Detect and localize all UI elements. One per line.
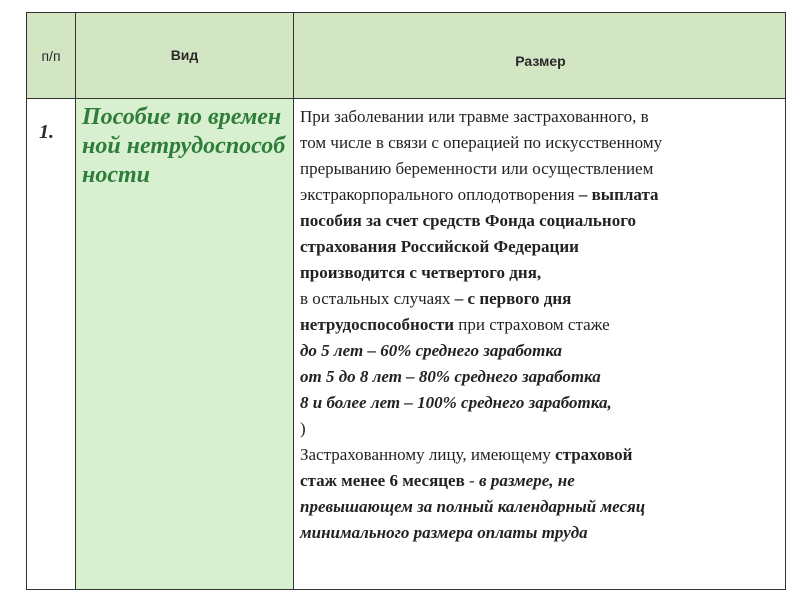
table-row [27, 99, 785, 589]
size-text-segment: экстракорпорального оплодотворения [300, 185, 579, 204]
size-text-segment: стаж менее 6 месяцев [300, 471, 465, 490]
size-text-line [300, 234, 781, 260]
size-text-line [300, 312, 781, 338]
size-text-line [300, 390, 781, 416]
size-text-line [300, 468, 781, 494]
size-text-line [300, 104, 781, 130]
table-header [27, 13, 785, 99]
size-text-segment: страхования Российской Федерации [300, 237, 579, 256]
size-text-segment: прерыванию беременности или осуществлением [300, 159, 654, 178]
size-text-segment: – с первого дня [454, 289, 572, 308]
size-text-segment: при страховом стаже [454, 315, 610, 334]
size-text-segment: пособия за счет средств Фонда социального [300, 211, 636, 230]
size-text-segment: от 5 до 8 лет – 80% среднего заработка [300, 367, 601, 386]
header-col-size: Размер [515, 53, 566, 69]
size-text-segment: том числе в связи с операцией по искусственному [300, 133, 663, 152]
size-text-line [300, 442, 781, 468]
size-text-line [300, 364, 781, 390]
size-text-line [300, 208, 781, 234]
size-text-line [300, 520, 781, 546]
size-text-segment: нетрудоспособности [300, 315, 455, 334]
size-text-segment: ) [300, 419, 306, 438]
size-text-segment: 8 и более лет – 100% среднего заработка, [300, 393, 612, 412]
size-text-line [300, 156, 781, 182]
size-text-segment: минимального размера оплаты труда [300, 523, 588, 542]
size-text-segment: в остальных случаях [300, 289, 455, 308]
size-text-segment: производится с четвертого дня, [300, 263, 542, 282]
row-size-text [294, 99, 787, 589]
size-text-segment: в размере, не [478, 471, 575, 490]
size-text-line [300, 416, 781, 442]
row-type: Пособие по временной нетрудоспособности [76, 99, 294, 589]
size-text-line [300, 260, 781, 286]
size-text-line [300, 494, 781, 520]
size-text-segment: – выплата [578, 185, 659, 204]
size-text-segment: страховой [555, 445, 633, 464]
size-text-line [300, 182, 781, 208]
size-text-line [300, 338, 781, 364]
size-text-line [300, 286, 781, 312]
row-number: 1. [27, 99, 76, 589]
benefits-table [26, 12, 786, 590]
size-text-segment: - [464, 471, 479, 490]
header-col-type: Вид [76, 13, 294, 98]
size-text-segment: Застрахованному лицу, имеющему [300, 445, 556, 464]
header-col-number: п/п [27, 13, 76, 98]
size-text-segment: до 5 лет – 60% среднего заработка [300, 341, 563, 360]
size-text-segment: При заболевании или травме застрахованного, в [300, 107, 649, 126]
size-text-segment: превышающем за полный календарный месяц [300, 497, 646, 516]
size-text-line [300, 130, 781, 156]
